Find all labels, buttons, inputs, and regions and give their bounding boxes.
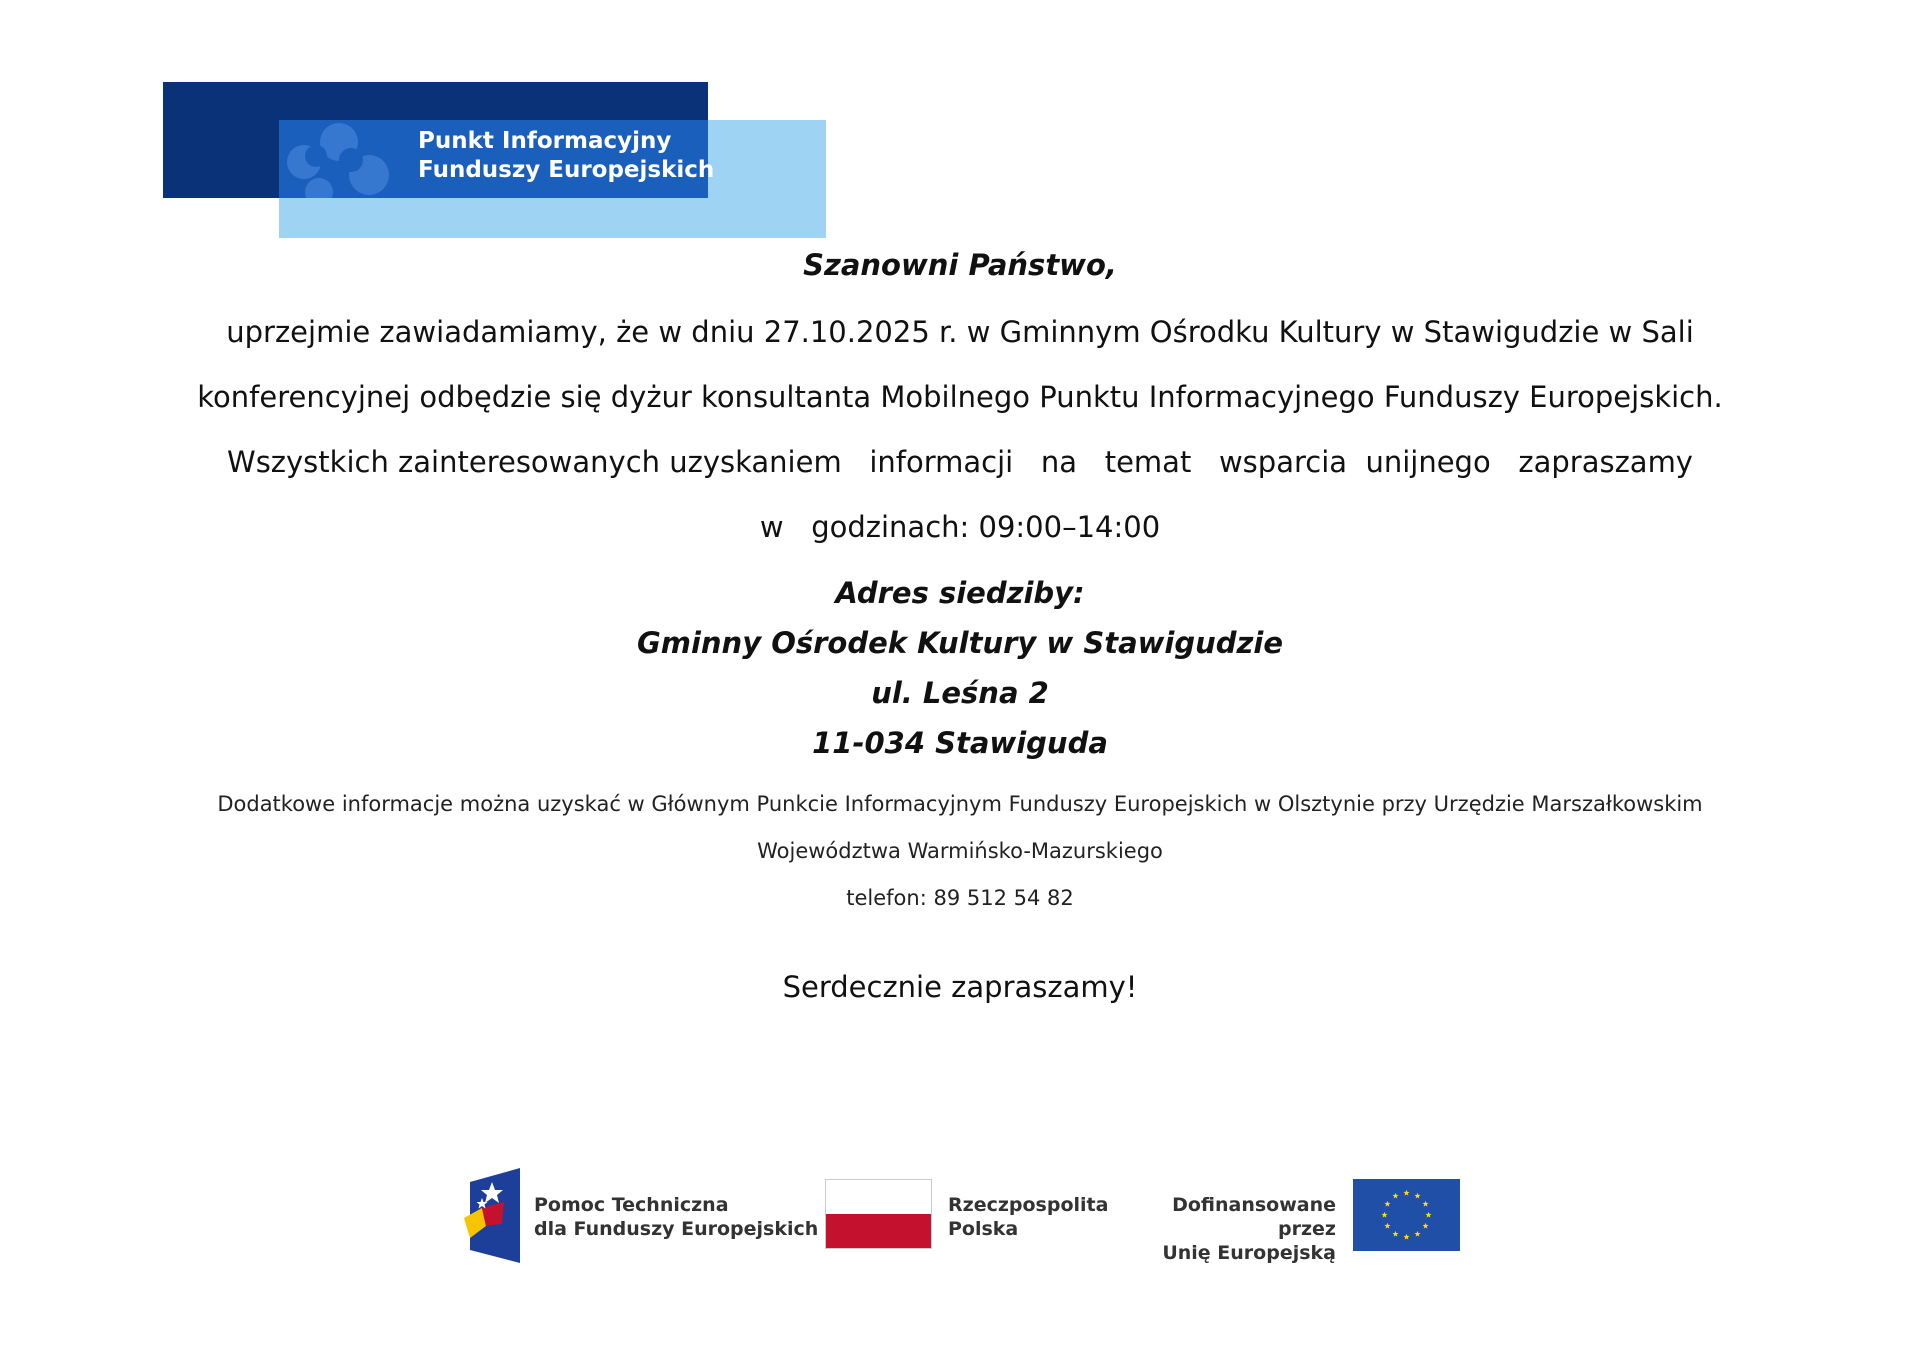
footer-logos [0, 1163, 1920, 1263]
flag-white-stripe [826, 1180, 931, 1214]
info-phone: telefon: 89 512 54 82 [846, 886, 1074, 910]
greeting: Szanowni Państwo, [803, 248, 1117, 282]
letter-line-2: konferencyjnej odbędzie się dyżur konsultanta Mobilnego Punktu Informacyjnego Funduszy Europejskich. [197, 380, 1723, 414]
info-line-2: Województwa Warmińsko-Mazurskiego [757, 839, 1163, 863]
fundusze-europejskie-icon [464, 1168, 520, 1263]
eu-logo-line1: Dofinansowane przez [1172, 1194, 1336, 1240]
info-line-1: Dodatkowe informacje można uzyskać w Głównym Punkcie Informacyjnym Funduszy Europejskich w Olsztynie przy Urzędzie Marszałkowskim [217, 792, 1703, 816]
fe-logo-text [534, 1193, 818, 1241]
rp-logo-line1: Rzeczpospolita [948, 1194, 1109, 1216]
logo-title-line2: Funduszy Europejskich [418, 157, 715, 183]
rp-logo-text [948, 1193, 1108, 1241]
fe-logo-line1: Pomoc Techniczna [534, 1194, 729, 1216]
fe-logo-line2: dla Funduszy Europejskich [534, 1218, 819, 1240]
letter-line-4: w godzinach: 09:00–14:00 [759, 510, 1161, 544]
eu-logo-text [1110, 1193, 1336, 1265]
address-name: Gminny Ośrodek Kultury w Stawigudzie [636, 626, 1284, 660]
address-city: 11-034 Stawiguda [812, 726, 1108, 760]
logo-title [418, 127, 714, 185]
eu-logo-line2: Unię Europejską [1162, 1242, 1336, 1264]
eu-stars-logo-icon [279, 120, 399, 198]
flag-red-stripe [826, 1214, 931, 1248]
polish-flag-icon [825, 1179, 932, 1249]
logo-title-line1: Punkt Informacyjny [418, 128, 672, 154]
letter-line-3: Wszystkich zainteresowanych uzyskaniem informacji na temat wsparcia unijnego zapraszamy [227, 445, 1693, 479]
address-street: ul. Leśna 2 [871, 676, 1049, 710]
pife-logo [163, 82, 826, 238]
letter-line-1: uprzejmie zawiadamiamy, że w dniu 27.10.2025 r. w Gminnym Ośrodku Kultury w Stawigudzie w Sali [226, 315, 1694, 349]
closing: Serdecznie zapraszamy! [782, 970, 1138, 1004]
address-label: Adres siedziby: [835, 576, 1085, 610]
eu-flag-icon [1353, 1179, 1460, 1251]
rp-logo-line2: Polska [948, 1218, 1019, 1240]
